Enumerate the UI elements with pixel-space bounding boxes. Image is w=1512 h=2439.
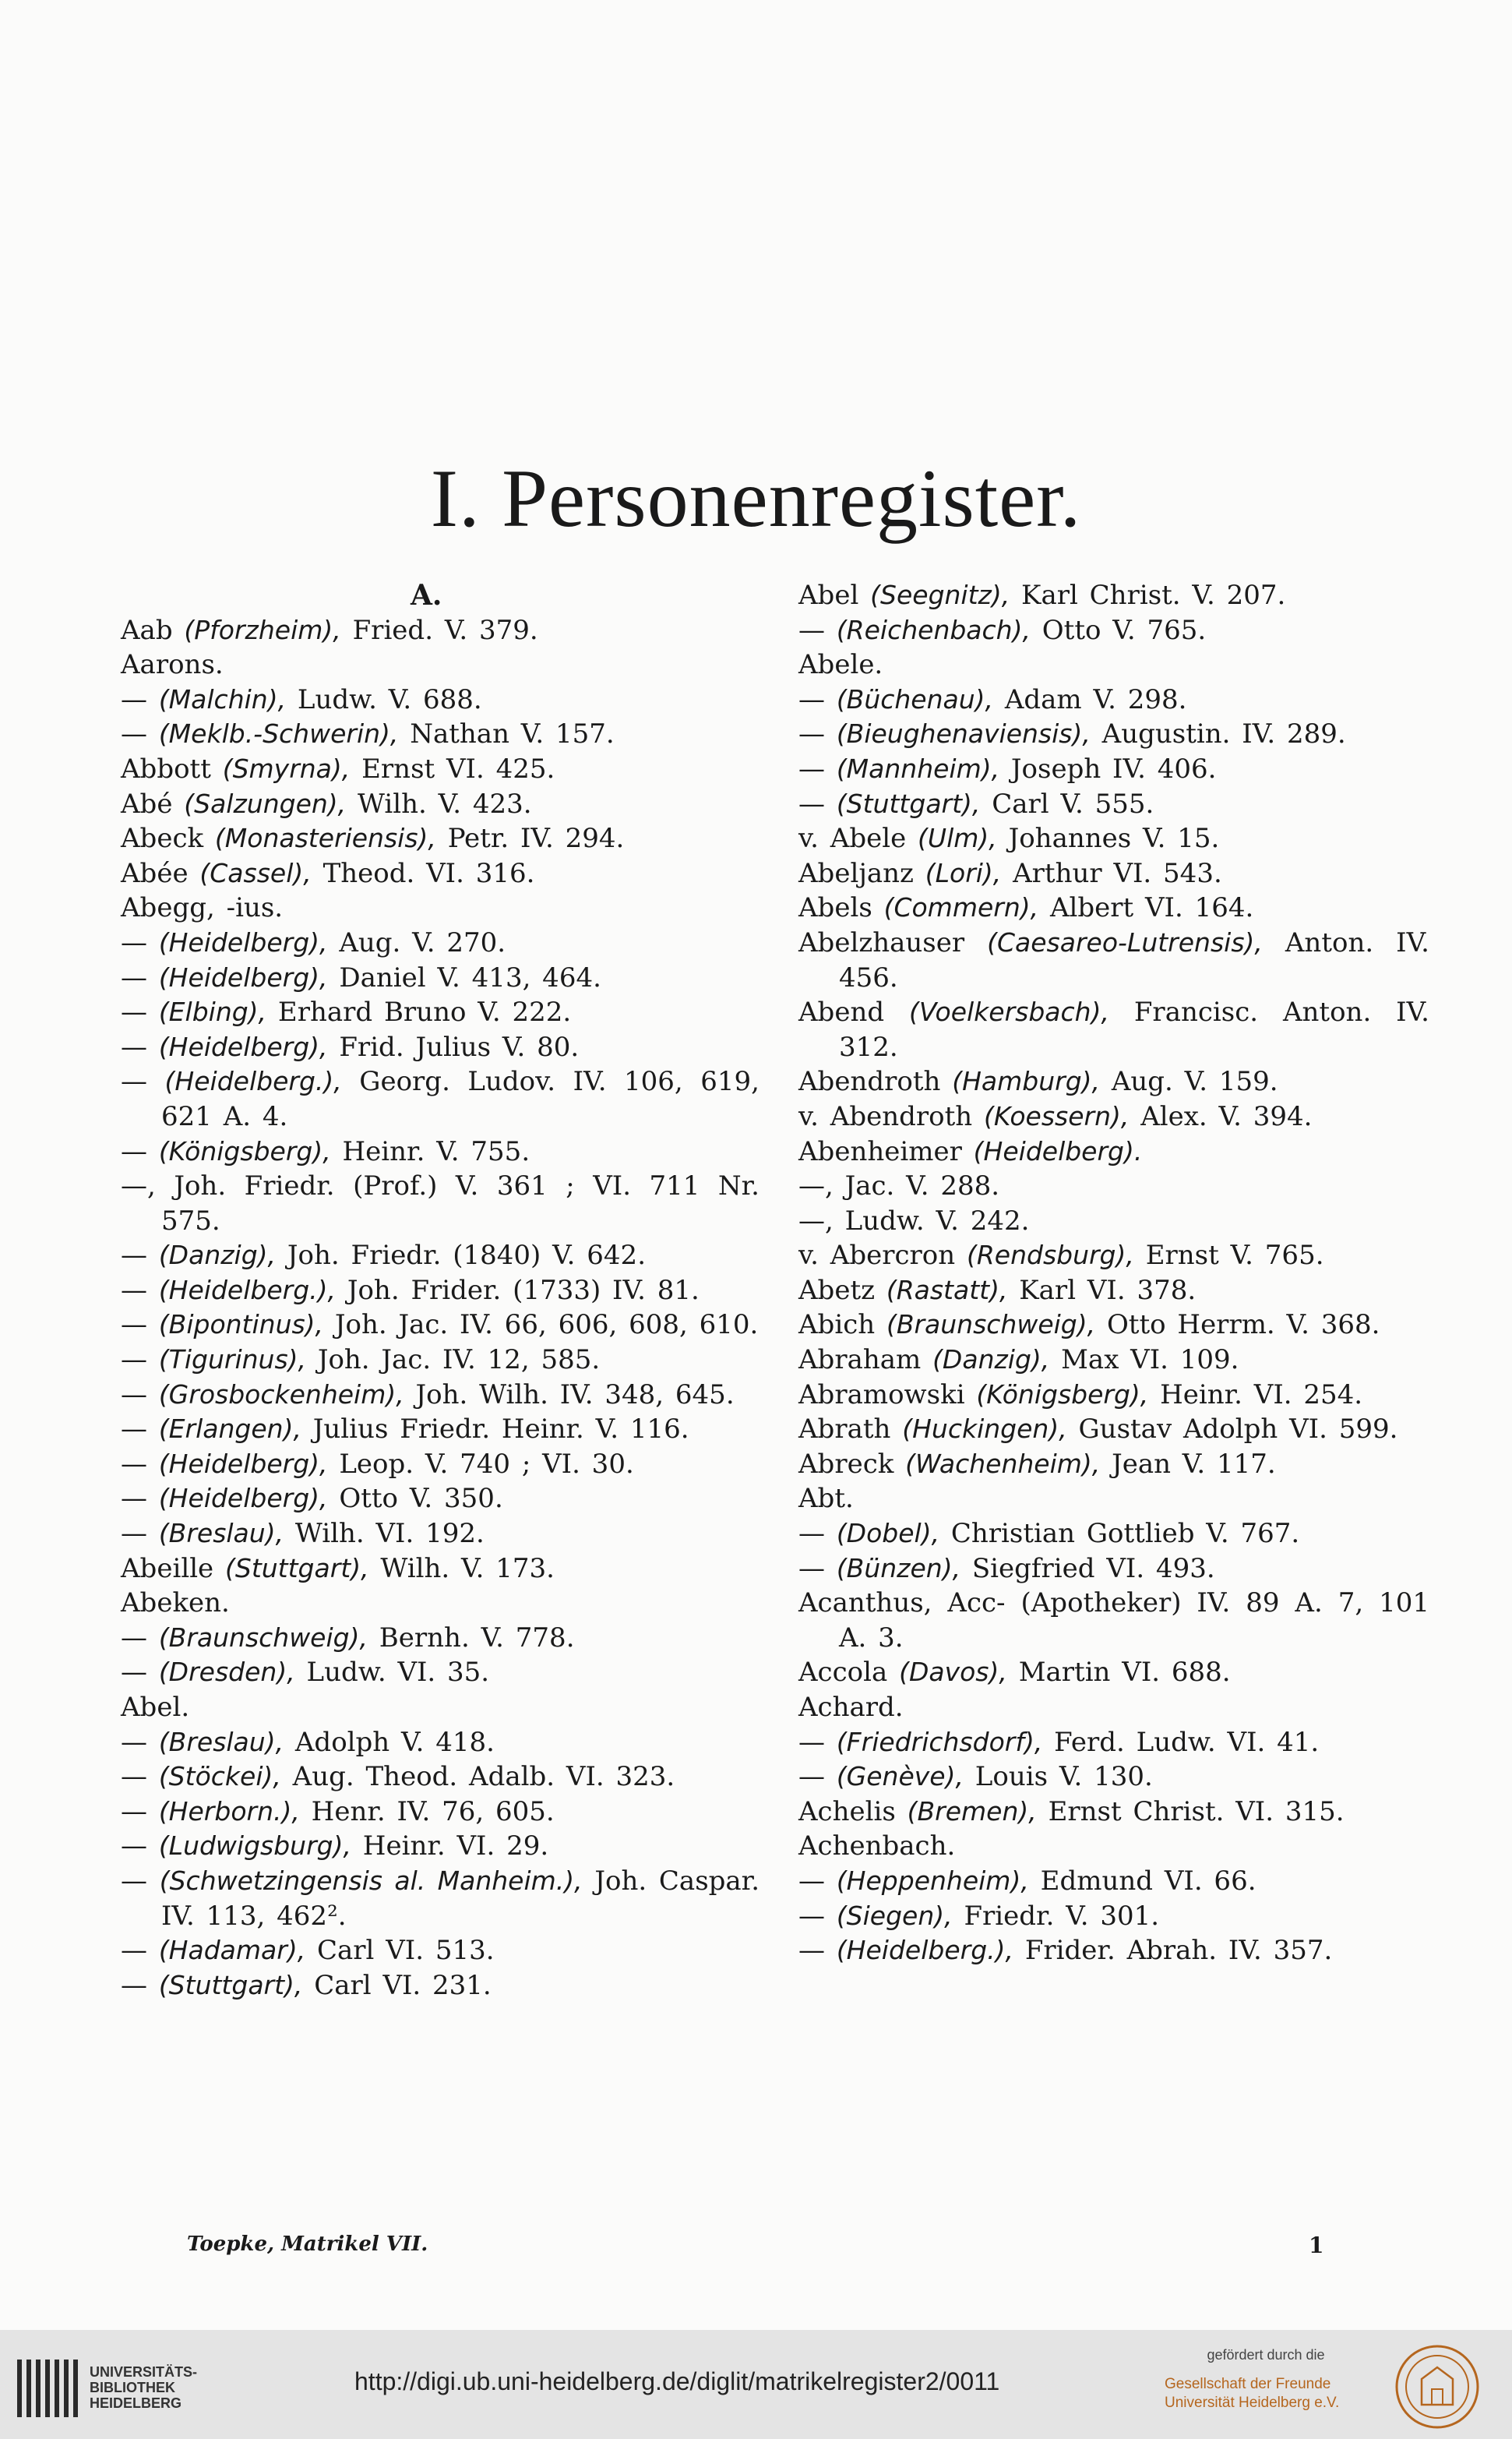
entry-details: Frider. Abrah. IV. 357. (1024, 1935, 1333, 1967)
library-logo-icon (14, 2353, 84, 2423)
entry-name: — (798, 683, 825, 715)
entry-place: (Stuttgart), (158, 1969, 303, 2000)
entry-name: — (121, 1378, 147, 1410)
entry-name: — (121, 1309, 147, 1341)
entry-name: Abeille (121, 1552, 214, 1584)
entry-name: Abelzhauser (798, 927, 965, 958)
entry-place: (Heidelberg.), (158, 1274, 337, 1305)
entry-name: Abeljanz (798, 857, 914, 889)
entry-details: Wilh. VI. 192. (294, 1518, 485, 1550)
digitization-banner (0, 2330, 1512, 2439)
entry-details: Carl VI. 231. (314, 1969, 492, 2001)
entry-place: (Hamburg), (952, 1066, 1101, 1097)
right-entry (798, 1551, 1429, 1587)
entry-details: Fried. V. 379. (352, 614, 538, 646)
entry-name: — (798, 753, 825, 785)
right-entry (798, 1099, 1429, 1135)
entry-name: — (121, 1726, 147, 1758)
entry-name: Abraham (798, 1344, 922, 1376)
entry-details: Otto V. 765. (1041, 614, 1207, 646)
entry-place: (Heidelberg), (158, 927, 328, 958)
library-name: UNIVERSITÄTS- BIBLIOTHEK HEIDELBERG (90, 2364, 198, 2411)
entry-place: (Commern), (883, 892, 1039, 923)
left-entry (121, 1412, 760, 1447)
left-entry (121, 613, 760, 648)
entry-place: (Siegen), (836, 1900, 953, 1931)
entry-place: (Bieughenaviensis), (836, 718, 1091, 750)
left-entries (121, 613, 760, 2003)
entry-details: Leop. V. 740 ; VI. 30. (339, 1448, 634, 1480)
right-entry (798, 787, 1429, 822)
entry-details: Carl V. 555. (992, 788, 1154, 820)
entry-place: (Ludwigsburg), (158, 1830, 351, 1862)
entry-details: Gustav Adolph VI. 599. (1078, 1414, 1398, 1445)
left-entry (121, 995, 760, 1030)
left-entry (121, 752, 760, 787)
entry-place: (Ulm), (918, 823, 997, 854)
entry-name: — (798, 1865, 825, 1897)
entry-place: (Rendsburg), (966, 1240, 1134, 1271)
entry-details: Siegfried VI. 493. (971, 1552, 1215, 1584)
entry-name: — (121, 1657, 147, 1689)
entry-name: Abé (121, 788, 173, 820)
right-entry (798, 1725, 1429, 1760)
left-entry (121, 1933, 760, 1968)
entry-details: Karl VI. 378. (1019, 1274, 1197, 1306)
footer-source: Toepke, Matrikel VII. (187, 2233, 428, 2256)
entry-details: Ernst V. 765. (1145, 1240, 1324, 1272)
entry-place: (Bünzen), (836, 1552, 961, 1583)
entry-details: Max VI. 109. (1061, 1344, 1239, 1376)
entry-place: (Danzig), (158, 1240, 277, 1271)
right-entry (798, 1135, 1429, 1170)
entry-name: — (121, 718, 147, 750)
right-entry (798, 1899, 1429, 1934)
entry-name: — (121, 1969, 147, 2001)
right-entry (798, 1829, 1429, 1864)
right-entry (798, 1204, 1429, 1239)
left-entry (121, 648, 760, 683)
entry-details: Alex. V. 394. (1140, 1100, 1313, 1132)
entry-name: — (121, 1066, 147, 1098)
right-entry (798, 1169, 1429, 1204)
entry-name: —, Ludw. V. 242. (798, 1205, 1030, 1237)
entry-place: (Stuttgart), (836, 788, 981, 819)
entry-name: — (121, 1622, 147, 1654)
entry-name: Accola (798, 1657, 888, 1689)
right-entry (798, 1308, 1429, 1343)
entry-details: Otto V. 350. (339, 1483, 503, 1515)
right-entry (798, 821, 1429, 856)
entry-name: Abele. (798, 649, 883, 681)
entry-place: (Caesareo-Lutrensis), (987, 927, 1263, 958)
entry-details: Joh. Wilh. IV. 348, 645. (415, 1378, 735, 1410)
permalink[interactable]: http://digi.ub.uni-heidelberg.de/diglit/matrikelregister2/0011 (354, 2367, 1000, 2395)
entry-place: (Heidelberg.), (836, 1935, 1014, 1966)
left-entry (121, 1829, 760, 1864)
left-entry (121, 1760, 760, 1795)
right-entry (798, 1760, 1429, 1795)
left-entry (121, 683, 760, 718)
entry-name: — (798, 1900, 825, 1932)
entry-details: Francisc. Anton. IV. 312. (839, 997, 1429, 1063)
entry-name: Acanthus, Acc- (Apotheker) IV. 89 A. 7, 101 A. 3. (798, 1587, 1429, 1654)
entry-name: — (798, 1518, 825, 1550)
section-letter: A. (411, 579, 442, 612)
entry-place: (Meklb.-Schwerin), (158, 718, 399, 750)
entry-place: (Heidelberg). (973, 1135, 1143, 1167)
entry-details: Ernst VI. 425. (361, 753, 555, 785)
left-entry (121, 1135, 760, 1170)
entry-details: Friedr. V. 301. (964, 1900, 1160, 1932)
entry-name: — (798, 788, 825, 820)
entry-name: — (121, 1240, 147, 1272)
right-entry (798, 1238, 1429, 1273)
right-entry (798, 1273, 1429, 1308)
left-entry (121, 1968, 760, 2003)
entry-name: — (121, 997, 147, 1029)
entry-name: Abel (798, 580, 859, 611)
entry-place: (Reichenbach), (836, 614, 1031, 645)
entry-details: Christian Gottlieb V. 767. (950, 1518, 1300, 1550)
entry-details: Ludw. V. 688. (297, 683, 482, 715)
right-entry (798, 752, 1429, 787)
entry-name: Abt. (798, 1483, 854, 1515)
right-entry (798, 717, 1429, 752)
entry-details: Aug. Theod. Adalb. VI. 323. (292, 1761, 675, 1793)
left-entry (121, 856, 760, 891)
entry-details: Petr. IV. 294. (447, 823, 625, 855)
left-column (121, 578, 760, 2003)
entry-place: (Elbing), (158, 997, 267, 1028)
entry-name: Aab (121, 614, 173, 646)
left-entry (121, 1516, 760, 1551)
entry-details: Bernh. V. 778. (379, 1622, 575, 1654)
entry-place: (Salzungen), (184, 788, 347, 819)
entry-details: Otto Herrm. V. 368. (1106, 1309, 1380, 1341)
entry-place: (Braunschweig), (158, 1622, 368, 1653)
right-entry (798, 856, 1429, 891)
entry-name: — (121, 683, 147, 715)
entry-name: — (121, 1761, 147, 1793)
entry-name: — (798, 1761, 825, 1793)
entry-place: (Heidelberg), (158, 1448, 328, 1479)
entry-details: Joh. Friedr. (1840) V. 642. (287, 1240, 647, 1272)
entry-name: v. Abendroth (798, 1100, 973, 1132)
entry-details: Heinr. VI. 29. (362, 1830, 549, 1862)
left-entry (121, 1725, 760, 1760)
entry-place: (Monasteriensis), (214, 823, 436, 854)
entry-place: (Heidelberg), (158, 962, 328, 993)
entry-place: (Genève), (836, 1761, 964, 1792)
right-entry (798, 995, 1429, 1064)
left-entry (121, 926, 760, 961)
left-entry (121, 1621, 760, 1656)
right-entry (798, 1481, 1429, 1516)
entry-name: —, Jac. V. 288. (798, 1170, 1000, 1202)
right-entry (798, 891, 1429, 926)
entry-place: (Hadamar), (158, 1935, 306, 1966)
entry-place: (Breslau), (158, 1726, 284, 1757)
entry-place: (Bipontinus), (158, 1309, 324, 1340)
entry-details: Ludw. VI. 35. (306, 1657, 490, 1689)
entry-place: (Stuttgart), (225, 1552, 369, 1583)
entry-place: (Dresden), (158, 1657, 295, 1688)
page-title: I. Personenregister. (430, 453, 1082, 544)
left-entry (121, 1795, 760, 1830)
entry-details: Erhard Bruno V. 222. (277, 997, 572, 1029)
entry-place: (Herborn.), (158, 1795, 300, 1827)
entry-details: Wilh. V. 173. (380, 1552, 555, 1584)
entry-name: — (798, 614, 825, 646)
entry-details: Heinr. VI. 254. (1160, 1378, 1363, 1410)
entry-name: — (121, 1031, 147, 1063)
left-entry (121, 1343, 760, 1378)
right-entries (798, 578, 1429, 1968)
left-entry (121, 717, 760, 752)
entry-place: (Erlangen), (158, 1414, 301, 1445)
right-entry (798, 683, 1429, 718)
entry-place: (Mannheim), (836, 753, 1000, 784)
entry-details: Daniel V. 413, 464. (339, 962, 601, 994)
entry-details: Joh. Jac. IV. 66, 606, 608, 610. (334, 1309, 759, 1341)
right-entry (798, 648, 1429, 683)
entry-details: Edmund VI. 66. (1040, 1865, 1256, 1897)
entry-name: Aarons. (121, 649, 224, 681)
entry-details: Ferd. Ludw. VI. 41. (1054, 1726, 1320, 1758)
left-entry (121, 1378, 760, 1413)
entry-place: (Lori), (925, 857, 1002, 888)
entry-details: Anton. IV. 456. (839, 927, 1429, 994)
entry-place: (Königsberg), (158, 1135, 331, 1167)
entry-place: (Heidelberg), (158, 1031, 328, 1062)
entry-details: Joh. Jac. IV. 12, 585. (317, 1344, 601, 1376)
entry-details: Joseph IV. 406. (1010, 753, 1217, 785)
entry-place: (Heidelberg.), (164, 1066, 342, 1097)
entry-name: Abeck (121, 823, 204, 855)
right-entry (798, 1586, 1429, 1655)
entry-place: (Malchin), (158, 683, 287, 715)
left-entry (121, 1551, 760, 1587)
left-entry (121, 1655, 760, 1690)
entry-place: (Huckingen), (902, 1414, 1067, 1445)
right-entry (798, 1412, 1429, 1447)
university-seal-icon (1394, 2344, 1480, 2430)
entry-name: — (121, 1135, 147, 1167)
entry-details: Henr. IV. 76, 605. (311, 1795, 555, 1827)
entry-name: Abeken. (121, 1587, 230, 1619)
entry-details: Augustin. IV. 289. (1101, 718, 1346, 750)
entry-place: (Pforzheim), (184, 614, 341, 645)
entry-name: — (798, 718, 825, 750)
left-entry (121, 1864, 760, 1933)
entry-place: (Voelkersbach), (909, 997, 1109, 1028)
entry-name: v. Abercron (798, 1240, 956, 1272)
entry-name: — (121, 1483, 147, 1515)
right-entry (798, 1516, 1429, 1551)
entry-place: (Breslau), (158, 1518, 284, 1549)
entry-name: Abbott (121, 753, 211, 785)
right-entry (798, 1864, 1429, 1899)
right-entry (798, 926, 1429, 995)
entry-place: (Büchenau), (836, 683, 994, 715)
right-column (798, 578, 1429, 1968)
right-entry (798, 1343, 1429, 1378)
left-entry (121, 1169, 760, 1238)
entry-name: Achenbach. (798, 1830, 956, 1862)
left-entry (121, 1447, 760, 1482)
entry-name: — (798, 1726, 825, 1758)
entry-name: Achard. (798, 1692, 904, 1723)
right-entry (798, 1447, 1429, 1482)
entry-name: — (121, 1935, 147, 1967)
entry-details: Georg. Ludov. IV. 106, 619, 621 A. 4. (161, 1066, 760, 1132)
entry-place: (Seegnitz), (870, 580, 1010, 610)
entry-place: (Rastatt), (886, 1274, 1008, 1305)
entry-details: Heinr. V. 755. (342, 1135, 530, 1167)
right-entry (798, 1795, 1429, 1830)
entry-name: Abel. (121, 1692, 190, 1723)
entry-details: Frid. Julius V. 80. (339, 1031, 580, 1063)
entry-details: Julius Friedr. Heinr. V. 116. (312, 1414, 689, 1445)
entry-name: Abend (798, 997, 885, 1029)
entry-name: Abée (121, 857, 189, 889)
entry-name: — (121, 1344, 147, 1376)
entry-details: Martin VI. 688. (1018, 1657, 1231, 1689)
entry-place: (Schwetzingensis al. Manheim.), (159, 1865, 583, 1896)
entry-place: (Cassel), (199, 857, 312, 888)
entry-place: (Davos), (899, 1657, 1007, 1688)
entry-details: Adolph V. 418. (294, 1726, 495, 1758)
entry-details: Joh. Frider. (1733) IV. 81. (347, 1274, 700, 1306)
sponsor-block: gefördert durch die Gesellschaft der Freunde Universität Heidelberg e.V. (1165, 2347, 1340, 2411)
entry-details: Nathan V. 157. (410, 718, 615, 750)
entry-details: Theod. VI. 316. (322, 857, 535, 889)
entry-name: Abels (798, 892, 872, 924)
right-entry (798, 1933, 1429, 1968)
entry-name: v. Abele (798, 823, 907, 855)
entry-name: — (121, 1274, 147, 1306)
entry-name: — (121, 962, 147, 994)
entry-place: (Stöckei), (158, 1761, 281, 1792)
entry-place: (Bremen), (907, 1795, 1037, 1827)
left-entry (121, 787, 760, 822)
entry-place: (Friedrichsdorf), (836, 1726, 1043, 1757)
entry-name: — (121, 1414, 147, 1445)
entry-details: Ernst Christ. VI. 315. (1048, 1795, 1345, 1827)
entry-details: Arthur VI. 543. (1013, 857, 1222, 889)
entry-name: Abich (798, 1309, 876, 1341)
entry-place: (Danzig), (932, 1344, 1050, 1375)
entry-name: Abreck (798, 1448, 894, 1480)
entry-details: Johannes V. 15. (1008, 823, 1220, 855)
entry-name: Abendroth (798, 1066, 941, 1098)
entry-place: (Grosbockenheim), (158, 1378, 404, 1410)
entry-details: Wilh. V. 423. (357, 788, 532, 820)
entry-name: — (121, 1830, 147, 1862)
entry-details: Adam V. 298. (1004, 683, 1187, 715)
entry-name: Abetz (798, 1274, 876, 1306)
entry-details: Jean V. 117. (1112, 1448, 1276, 1480)
left-entry (121, 1690, 760, 1725)
entry-name: — (121, 927, 147, 958)
left-entry (121, 821, 760, 856)
left-entry (121, 1273, 760, 1308)
left-entry (121, 891, 760, 926)
right-entry (798, 1655, 1429, 1690)
entry-details: Aug. V. 270. (339, 927, 506, 958)
entry-name: —, Joh. Friedr. (Prof.) V. 361 ; VI. 711 Nr. 575. (121, 1170, 760, 1237)
entry-details: Albert VI. 164. (1049, 892, 1254, 924)
entry-name: Abegg, -ius. (121, 892, 284, 924)
entry-details: Louis V. 130. (975, 1761, 1153, 1793)
left-entry (121, 1064, 760, 1134)
left-entry (121, 1238, 760, 1273)
entry-name: — (121, 1795, 147, 1827)
entry-name: — (798, 1935, 825, 1967)
entry-place: (Tigurinus), (158, 1344, 306, 1375)
entry-name: — (121, 1518, 147, 1550)
left-entry (121, 1481, 760, 1516)
entry-place: (Heidelberg), (158, 1483, 328, 1514)
entry-name: — (798, 1552, 825, 1584)
entry-details: Joh. Caspar. IV. 113, 462². (161, 1865, 760, 1932)
right-entry (798, 1690, 1429, 1725)
left-entry (121, 1586, 760, 1621)
right-entry (798, 1064, 1429, 1099)
right-entry (798, 613, 1429, 648)
entry-name: — (121, 1448, 147, 1480)
entry-name: Achelis (798, 1795, 896, 1827)
entry-name: — (121, 1865, 147, 1897)
entry-place: (Heppenheim), (836, 1865, 1029, 1896)
right-entry (798, 578, 1429, 613)
entry-details: Karl Christ. V. 207. (1021, 580, 1286, 611)
page-number: 1 (1309, 2233, 1324, 2258)
entry-name: Abramowski (798, 1378, 965, 1410)
entry-details: Aug. V. 159. (1111, 1066, 1278, 1098)
left-entry (121, 1308, 760, 1343)
entry-place: (Smyrna), (222, 753, 351, 784)
left-entry (121, 961, 760, 996)
entry-name: Abenheimer (798, 1135, 962, 1167)
entry-place: (Königsberg), (976, 1378, 1149, 1410)
entry-place: (Wachenheim), (905, 1448, 1101, 1479)
entry-name: Abrath (798, 1414, 891, 1445)
entry-place: (Koessern), (984, 1100, 1130, 1131)
left-entry (121, 1030, 760, 1065)
entry-place: (Dobel), (836, 1518, 940, 1549)
entry-details: Carl VI. 513. (317, 1935, 495, 1967)
right-entry (798, 1378, 1429, 1413)
entry-place: (Braunschweig), (886, 1309, 1096, 1340)
